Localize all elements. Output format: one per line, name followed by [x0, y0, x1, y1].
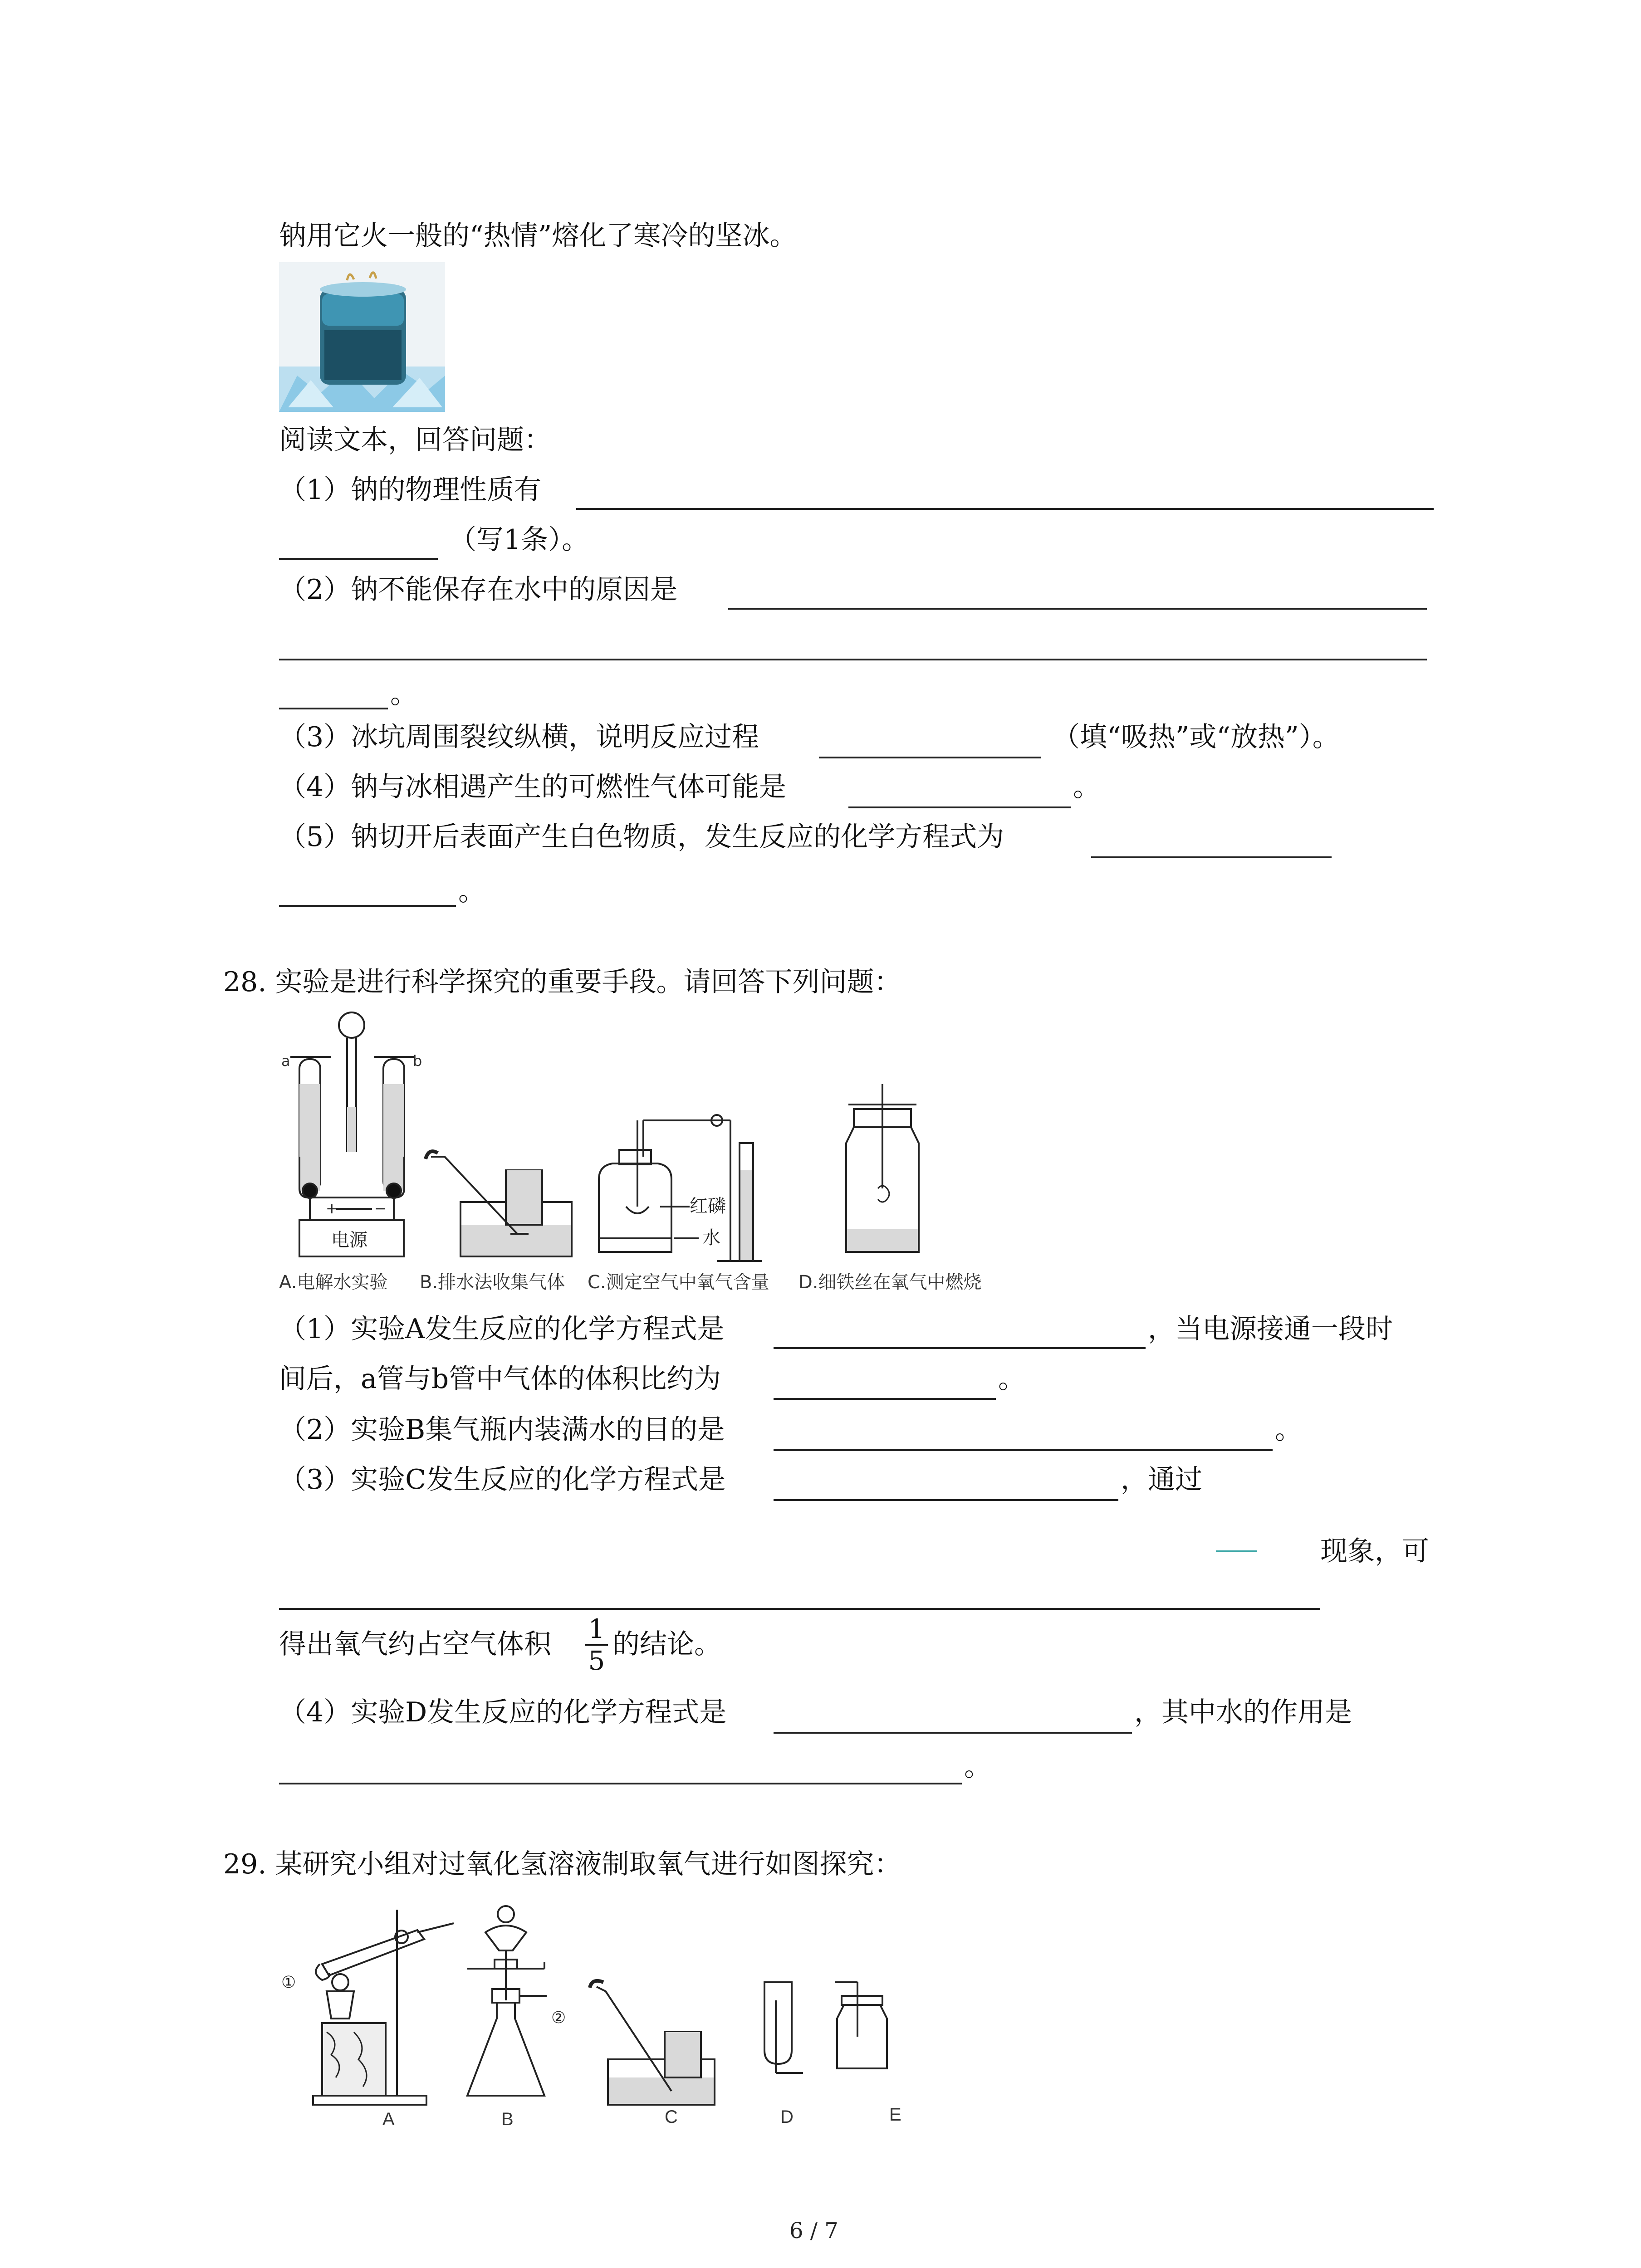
q27-part1-blank-b[interactable] — [279, 558, 438, 560]
q28-apparatus-figure — [281, 1007, 1016, 1288]
q27-part3-label: （3）冰坑周围裂纹纵横，说明反应过程 — [279, 721, 759, 753]
q28-part3-phenomenon: 现象，可 — [1320, 1535, 1429, 1567]
electrolysis-label-a: a — [281, 1052, 290, 1070]
q29-title: 29. 某研究小组对过氧化氢溶液制取氧气进行如图探究： — [223, 1848, 901, 1880]
q28-part2-label: （2）实验B集气瓶内装满水的目的是 — [279, 1414, 725, 1446]
fig-label-c: C — [665, 2107, 678, 2127]
q27-intro: 钠用它火一般的“热情”熔化了寒冷的坚冰。 — [279, 220, 797, 252]
fig-label-d: D — [780, 2107, 794, 2127]
electrolysis-label-b: b — [413, 1052, 422, 1070]
q27-part5-blank-b[interactable] — [279, 905, 456, 907]
q28-part4-blank-b[interactable] — [279, 1783, 962, 1784]
q28-part4-label: （4）实验D发生反应的化学方程式是 — [279, 1696, 727, 1728]
q27-part1-note: （写1条）。 — [449, 524, 589, 556]
downward-displacement-apparatus — [764, 1982, 803, 2073]
q27-part5-label: （5）钠切开后表面产生白色物质，发生反应的化学方程式为 — [279, 821, 1004, 853]
q27-part2-blank-c[interactable] — [279, 708, 388, 709]
q28-part3-label: （3）实验C发生反应的化学方程式是 — [279, 1464, 726, 1496]
circled-1-label: ① — [281, 1973, 296, 1992]
q27-read-prompt: 阅读文本，回答问题： — [279, 424, 551, 456]
iron-wire-combustion-apparatus — [846, 1084, 919, 1252]
q28-part4-text: ，其中水的作用是 — [1134, 1696, 1352, 1728]
fig-label-b: B — [501, 2109, 514, 2129]
q27-part2-blank-a[interactable] — [728, 608, 1427, 610]
fraction-denominator: 5 — [588, 1645, 605, 1676]
q28-part4-end: 。 — [964, 1751, 991, 1783]
caption-b: B.排水法收集气体 — [420, 1272, 565, 1293]
q28-part1-end: 。 — [998, 1363, 1025, 1395]
q28-part3-end: 的结论。 — [612, 1628, 721, 1660]
circled-2-label: ② — [551, 2009, 566, 2027]
water-trough-apparatus — [590, 1981, 715, 2105]
heating-apparatus — [313, 1910, 454, 2105]
q28-part3-blank-a[interactable] — [774, 1499, 1118, 1501]
q28-part3-conclusion: 得出氧气约占空气体积 — [279, 1628, 551, 1660]
q28-part3-text: ，通过 — [1121, 1464, 1202, 1496]
q28-title: 28. 实验是进行科学探究的重要手段。请回答下列问题： — [223, 966, 901, 998]
red-phosphorus-label: 红磷 — [690, 1196, 726, 1217]
fraction-numerator: 1 — [588, 1613, 605, 1644]
q28-part1-cont: 间后，a管与b管中气体的体积比约为 — [279, 1363, 721, 1395]
water-label: 水 — [702, 1227, 720, 1248]
flask-funnel-apparatus — [467, 1906, 547, 2096]
q28-part1-blank-a[interactable] — [774, 1347, 1146, 1349]
q27-part2-blank-b[interactable] — [279, 659, 1427, 660]
electrolysis-apparatus — [290, 1012, 415, 1256]
q28-part3-mark — [1216, 1550, 1257, 1552]
q27-part4-label: （4）钠与冰相遇产生的可燃性气体可能是 — [279, 771, 787, 803]
power-supply-label: 电源 — [331, 1230, 367, 1251]
ice-sodium-photo — [279, 262, 445, 412]
caption-d: D.细铁丝在氧气中燃烧 — [798, 1272, 982, 1293]
q28-part4-blank-a[interactable] — [774, 1732, 1132, 1734]
q28-part1-blank-b[interactable] — [774, 1398, 996, 1400]
caption-c: C.测定空气中氧气含量 — [588, 1272, 769, 1293]
q29-apparatus-figure — [277, 1901, 944, 2136]
caption-a: A.电解水实验 — [279, 1272, 388, 1293]
page-number: 6 / 7 — [789, 2218, 838, 2244]
q27-part3-note: （填“吸热”或“放热”）。 — [1053, 721, 1340, 753]
q27-part1-label: （1）钠的物理性质有 — [279, 474, 542, 506]
fig-label-e: E — [889, 2105, 901, 2125]
q28-part3-blank-b[interactable] — [279, 1608, 1320, 1610]
oxygen-content-apparatus — [599, 1115, 762, 1261]
q28-part1-label: （1）实验A发生反应的化学方程式是 — [279, 1313, 725, 1345]
q27-part3-blank[interactable] — [819, 757, 1041, 758]
electrode-minus: − — [374, 1200, 387, 1217]
q27-part1-blank-a[interactable] — [576, 508, 1434, 510]
fig-label-a: A — [382, 2109, 395, 2129]
q27-part4-end: 。 — [1073, 771, 1100, 803]
q27-part2-end: 。 — [390, 678, 417, 710]
q28-part2-blank[interactable] — [774, 1449, 1273, 1451]
upward-displacement-apparatus — [835, 1982, 887, 2068]
q27-part5-end: 。 — [458, 875, 485, 907]
q28-part2-end: 。 — [1275, 1414, 1302, 1446]
q28-part1-text: ，当电源接通一段时 — [1148, 1313, 1393, 1345]
q27-part2-label: （2）钠不能保存在水中的原因是 — [279, 574, 678, 606]
q27-part4-blank[interactable] — [848, 807, 1071, 808]
water-displacement-apparatus — [426, 1151, 572, 1256]
fraction-one-fifth — [585, 1615, 608, 1675]
q27-part5-blank-a[interactable] — [1091, 856, 1332, 858]
electrode-plus: + — [326, 1200, 338, 1217]
